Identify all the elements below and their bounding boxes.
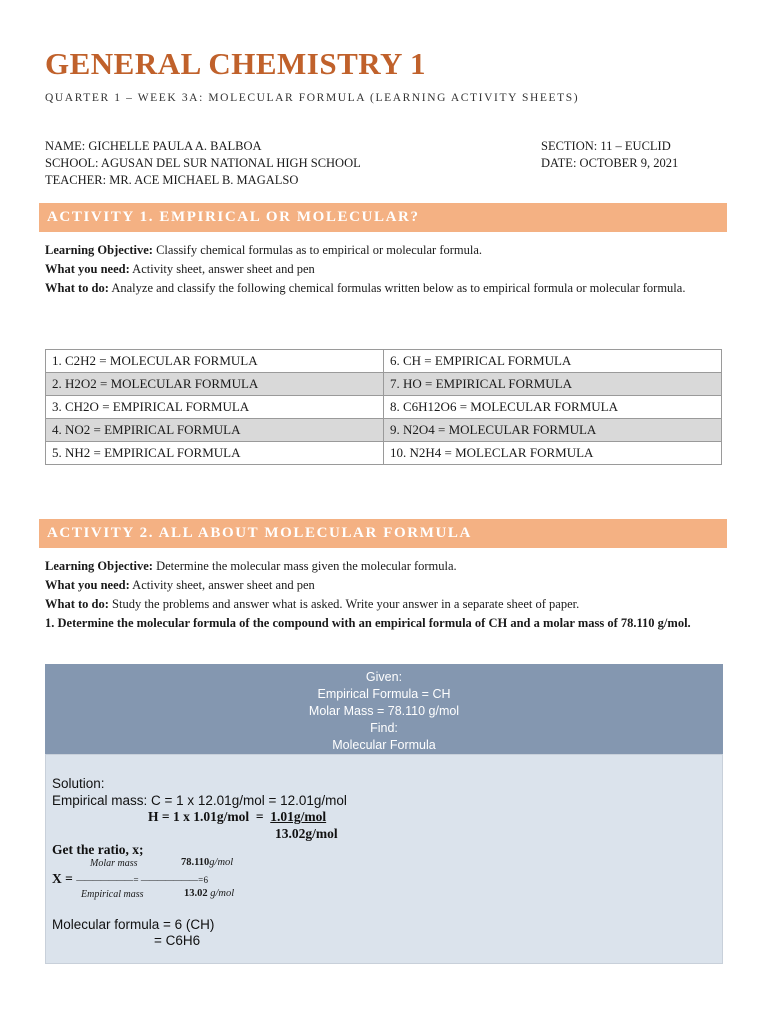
activity2-need [45,576,735,595]
activity2-objective [45,557,735,576]
objective-text: Determine the molecular mass given the molecular formula. [152,559,457,573]
activity2-todo [45,595,735,614]
student-school: SCHOOL: AGUSAN DEL SUR NATIONAL HIGH SCHOOL [45,156,361,170]
hydrogen-mass-value: 1.01g/mol [270,809,327,824]
page-title: GENERAL CHEMISTRY 1 [45,46,427,81]
table-cell: 9. N2O4 = MOLECULAR FORMULA [384,419,722,442]
numerator-number: 78.110 [181,857,210,868]
objective-label: Learning Objective: [45,243,153,257]
page-subtitle: QUARTER 1 – WEEK 3A: MOLECULAR FORMULA (LEARNING ACTIVITY SHEETS) [45,92,580,104]
objective-label: Learning Objective: [45,559,153,573]
table-cell: 6. CH = EMPIRICAL FORMULA [384,350,722,373]
fraction-bar-1: ——————— = [76,875,138,885]
numerator-unit: g/mol [209,857,234,868]
todo-text: Study the problems and answer what is asked. Write your answer in a separate sheet of paper. [108,597,580,611]
solution-label: Solution: [52,776,105,791]
todo-label: What to do: [45,597,109,611]
student-section: SECTION: 11 – EUCLID [541,139,671,153]
molecular-formula-result: = C6H6 [154,933,201,948]
formula-classification-table [45,349,722,465]
activity1-heading: ACTIVITY 1. EMPIRICAL OR MOLECULAR? [39,203,727,232]
denominator-number: 13.02 [184,888,208,899]
solution-box [45,754,723,964]
fraction-bar-2: ——————— = 6 [140,875,207,885]
hydrogen-mass-line [148,809,326,825]
empirical-mass-line: Empirical mass: C = 1 x 12.01g/mol = 12.01g/mol [52,793,347,808]
empirical-mass-total: 13.02g/mol [275,826,338,841]
student-date: DATE: OCTOBER 9, 2021 [541,156,679,170]
find-label: Find: [370,721,398,735]
table-row [46,373,722,396]
todo-label: What to do: [45,281,109,295]
need-text: Activity sheet, answer sheet and pen [129,578,315,592]
ratio-equation [52,871,207,887]
table-cell: 7. HO = EMPIRICAL FORMULA [384,373,722,396]
given-empirical-formula: Empirical Formula = CH [317,687,451,701]
ratio-denominator-value [184,888,234,899]
molecular-formula-line: Molecular formula = 6 (CH) [52,917,215,932]
denominator-unit: g/mol [207,888,235,899]
table-row [46,442,722,465]
table-cell: 8. C6H12O6 = MOLECULAR FORMULA [384,396,722,419]
objective-text: Classify chemical formulas as to empirical or molecular formula. [152,243,483,257]
activity2-heading: ACTIVITY 2. ALL ABOUT MOLECULAR FORMULA [39,519,727,548]
hydrogen-mass-expression: H = 1 x 1.01g/mol = [148,809,271,824]
table-cell: 5. NH2 = EMPIRICAL FORMULA [46,442,384,465]
activity1-objective [45,241,735,260]
table-cell: 10. N2H4 = MOLECLAR FORMULA [384,442,722,465]
ratio-label: Get the ratio, x; [52,842,144,857]
ratio-numerator-value [181,857,233,868]
activity1-need [45,260,735,279]
student-teacher: TEACHER: MR. ACE MICHAEL B. MAGALSO [45,173,299,187]
activity1-todo [45,279,720,298]
ratio-denominator-label: Empirical mass [81,889,144,900]
table-cell: 1. C2H2 = MOLECULAR FORMULA [46,350,384,373]
student-name: NAME: GICHELLE PAULA A. BALBOA [45,139,262,153]
need-label: What you need: [45,262,130,276]
ratio-numerator-label: Molar mass [90,858,138,869]
x-equals: X = [52,871,73,886]
table-row [46,396,722,419]
given-molar-mass: Molar Mass = 78.110 g/mol [308,704,460,718]
find-molecular-formula: Molecular Formula [332,738,436,752]
given-label: Given: [365,670,403,684]
given-box [45,664,723,754]
need-text: Activity sheet, answer sheet and pen [129,262,315,276]
table-row [46,419,722,442]
need-label: What you need: [45,578,130,592]
table-row [46,350,722,373]
question-1: 1. Determine the molecular formula of the compound with an empirical formula of CH and a molar mass of 78.110 g/mol. [45,616,691,630]
table-cell: 4. NO2 = EMPIRICAL FORMULA [46,419,384,442]
table-cell: 3. CH2O = EMPIRICAL FORMULA [46,396,384,419]
todo-text: Analyze and classify the following chemical formulas written below as to empirical formula or molecular formula. [108,281,686,295]
table-cell: 2. H2O2 = MOLECULAR FORMULA [46,373,384,396]
